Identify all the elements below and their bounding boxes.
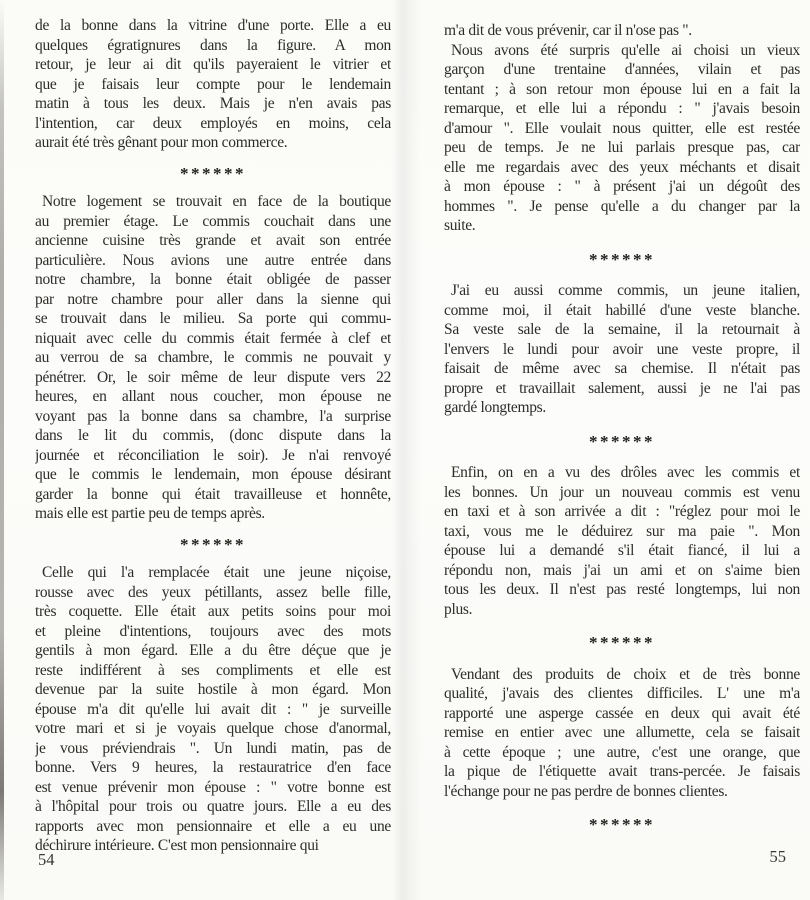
text-line: que je faisais leur compte pour le lendemain bbox=[35, 75, 391, 93]
page-gutter-shadow bbox=[392, 0, 422, 900]
text-line: Sa veste sale de la semaine, il la retournait à bbox=[444, 321, 800, 338]
text-line: remise en entier avec une allumette, cela se faisait bbox=[444, 724, 800, 741]
text-line: journée et réconciliation le soir). Je n'ai renvoyé bbox=[35, 446, 391, 464]
text-line: garçon d'une trentaine d'années, vilain et pas bbox=[444, 61, 800, 78]
text-line: à cette époque ; une autre, c'est une orange, que bbox=[444, 743, 800, 761]
text-line: niquait avec celle du commis était fermée à clef et bbox=[35, 329, 391, 347]
text-line: déchirure intérieure. C'est mon pensionnaire qui bbox=[35, 837, 319, 854]
text-line: voyant pas la bonne dans sa chambre, l'a surprise bbox=[35, 407, 391, 425]
paragraph bbox=[444, 41, 800, 236]
scan-left-edge bbox=[0, 0, 4, 900]
text-line: rousse avec des yeux pétillants, assez belle fille, bbox=[35, 583, 391, 601]
text-line: l'échange pour ne pas perdre de bonnes clientes. bbox=[444, 782, 728, 800]
text-line: et pleine d'intentions, toujours avec des mots bbox=[35, 622, 391, 640]
text-line: épouse m'a dit qu'elle lui avait dit : " je surveille bbox=[35, 700, 391, 718]
text-line: devenue par la suite hostile à mon égard. Mon bbox=[35, 681, 391, 698]
section-separator: ****** bbox=[589, 815, 655, 834]
text-line: reste indifférent à ses compliments et elle est bbox=[35, 661, 391, 679]
text-line: à l'hôpital pour trois ou quatre jours. Elle a eu des bbox=[35, 798, 391, 815]
section-separator: ****** bbox=[589, 633, 655, 652]
text-line: elle me regardais avec des yeux méchants et disait bbox=[444, 158, 800, 176]
page-55-text-column bbox=[444, 0, 800, 834]
paragraph bbox=[35, 563, 391, 856]
paragraph bbox=[35, 16, 391, 153]
section-separator: ****** bbox=[589, 431, 655, 450]
text-line: que le commis le lendemain, mon épouse désirant bbox=[35, 466, 391, 483]
text-line: est venue prévenir mon épouse : " votre bonne est bbox=[35, 778, 391, 796]
text-line: faisait de même avec sa chemise. Il n'était pas bbox=[444, 360, 800, 377]
text-line: qualité, j'avais des clientes difficiles. L' une m'a bbox=[444, 685, 800, 702]
text-line: rapports avec mon pensionnaire et elle a eu une bbox=[35, 817, 391, 835]
text-line: Celle qui l'a remplacée était une jeune niçoise, bbox=[42, 564, 391, 581]
text-line: heures, en allant nous coucher, mon épouse ne bbox=[35, 388, 391, 405]
text-line: se trouvait dans le milieu. Sa porte qui commu- bbox=[35, 310, 391, 327]
text-line: peu de temps. Je ne lui parlais presque pas, car bbox=[444, 139, 800, 156]
text-line: je vous préviendrais ". Un lundi matin, pas de bbox=[35, 739, 391, 757]
text-line: bonne. Vers 9 heures, la restauratrice d'en face bbox=[35, 759, 391, 776]
text-line: la pique de l'étiquette avait trans-percée. Je faisais bbox=[444, 763, 800, 780]
text-line: comme moi, il était habillé d'une veste blanche. bbox=[444, 301, 800, 319]
text-line: les bonnes. Un jour un nouveau commis est venu bbox=[444, 483, 800, 501]
text-line: Enfin, on en a vu des drôles avec les commis et bbox=[451, 464, 800, 481]
text-line: quelques égratignures dans la figure. A mon bbox=[35, 36, 391, 54]
page-54 bbox=[35, 0, 391, 900]
text-line: tentant ; à son retour mon épouse lui en a fait la bbox=[444, 80, 800, 98]
text-line: plus. bbox=[444, 600, 473, 618]
paragraph bbox=[444, 281, 800, 418]
text-line: notre chambre, la bonne était obligée de passer bbox=[35, 271, 391, 288]
text-line: suite. bbox=[444, 217, 476, 234]
text-line: gardé longtemps. bbox=[444, 399, 546, 416]
text-line: rapporté une asperge cassée en deux qui avait été bbox=[444, 704, 800, 722]
text-line: Vendant des produits de choix et de très bonne bbox=[451, 665, 800, 683]
text-line: retour, je leur ai dit qu'ils payeraient le vitrier et bbox=[35, 56, 391, 73]
text-line: aurait été très gênant pour mon commerce. bbox=[35, 134, 288, 151]
text-line: d'amour ". Elle voulait nous quitter, elle est restée bbox=[444, 119, 800, 137]
text-line: au premier étage. Le commis couchait dans une bbox=[35, 212, 391, 230]
text-line: de la bonne dans la vitrine d'une porte. Elle a eu bbox=[35, 17, 391, 34]
text-line: hommes ". Je pense qu'elle a du changer par la bbox=[444, 197, 800, 215]
text-line: propre et travaillait salement, aussi je ne l'ai pas bbox=[444, 379, 800, 397]
text-line: ancienne cuisine très grande et avait son entrée bbox=[35, 232, 391, 249]
text-line: Nous avons été surpris qu'elle ai choisi un vieux bbox=[451, 41, 800, 59]
paragraph bbox=[444, 665, 800, 802]
text-line: m'a dit de vous prévenir, car il n'ose pas ". bbox=[444, 22, 692, 39]
text-line: votre mari et si je voyais quelque chose d'anormal, bbox=[35, 720, 391, 737]
text-line: taxi, vous me le déduirez sur ma paie ". Mon bbox=[444, 522, 800, 540]
page-number-right: 55 bbox=[769, 847, 786, 866]
page-number-left: 54 bbox=[38, 850, 55, 869]
paragraph bbox=[444, 463, 800, 619]
text-line: par notre chambre pour aller dans la sienne qui bbox=[35, 290, 391, 308]
paragraph bbox=[444, 21, 800, 41]
section-separator: ****** bbox=[589, 249, 655, 268]
text-line: garder la bonne qui était travailleuse et honnête, bbox=[35, 485, 391, 503]
text-line: à mon épouse : " à présent j'ai un dégoût des bbox=[444, 178, 800, 195]
text-line: l'envers le lundi pour avoir une veste propre, il bbox=[444, 340, 800, 358]
page-55 bbox=[444, 0, 800, 900]
text-line: au verrou de sa chambre, le commis ne pouvait y bbox=[35, 349, 391, 366]
text-line: l'intention, car deux employés en moins, cela bbox=[35, 114, 391, 132]
text-line: J'ai eu aussi comme commis, un jeune italien, bbox=[451, 282, 800, 299]
text-line: très coquette. Elle était aux petits soins pour moi bbox=[35, 603, 391, 620]
text-line: tous les deux. Il n'est pas resté longtemps, lui non bbox=[444, 581, 800, 598]
text-line: épouse lui a demandé s'il était fiancé, il lui a bbox=[444, 542, 800, 559]
paragraph bbox=[35, 192, 391, 524]
text-line: pénétrer. Or, le soir même de leur dispute vers 22 bbox=[35, 368, 391, 386]
section-separator: ****** bbox=[180, 534, 246, 553]
page-54-text-column bbox=[35, 0, 391, 856]
text-line: Notre logement se trouvait en face de la boutique bbox=[42, 193, 391, 210]
text-line: matin à tous les deux. Mais je n'en avais pas bbox=[35, 95, 391, 112]
text-line: en taxi et à son arrivée a dit : "réglez pour moi le bbox=[444, 503, 800, 520]
text-line: particulière. Nous avions une autre entrée dans bbox=[35, 251, 391, 269]
text-line: mais elle est partie peu de temps après. bbox=[35, 505, 265, 522]
text-line: répondu non, mais j'ai un ami et on s'aime bien bbox=[444, 561, 800, 579]
text-line: remarque, et elle lui a répondu : " j'avais besoin bbox=[444, 100, 800, 117]
section-separator: ****** bbox=[180, 163, 246, 182]
text-line: dans le lit du commis, (donc dispute dans la bbox=[35, 427, 391, 444]
text-line: gentils à mon égard. Elle a du être déçue que je bbox=[35, 642, 391, 659]
